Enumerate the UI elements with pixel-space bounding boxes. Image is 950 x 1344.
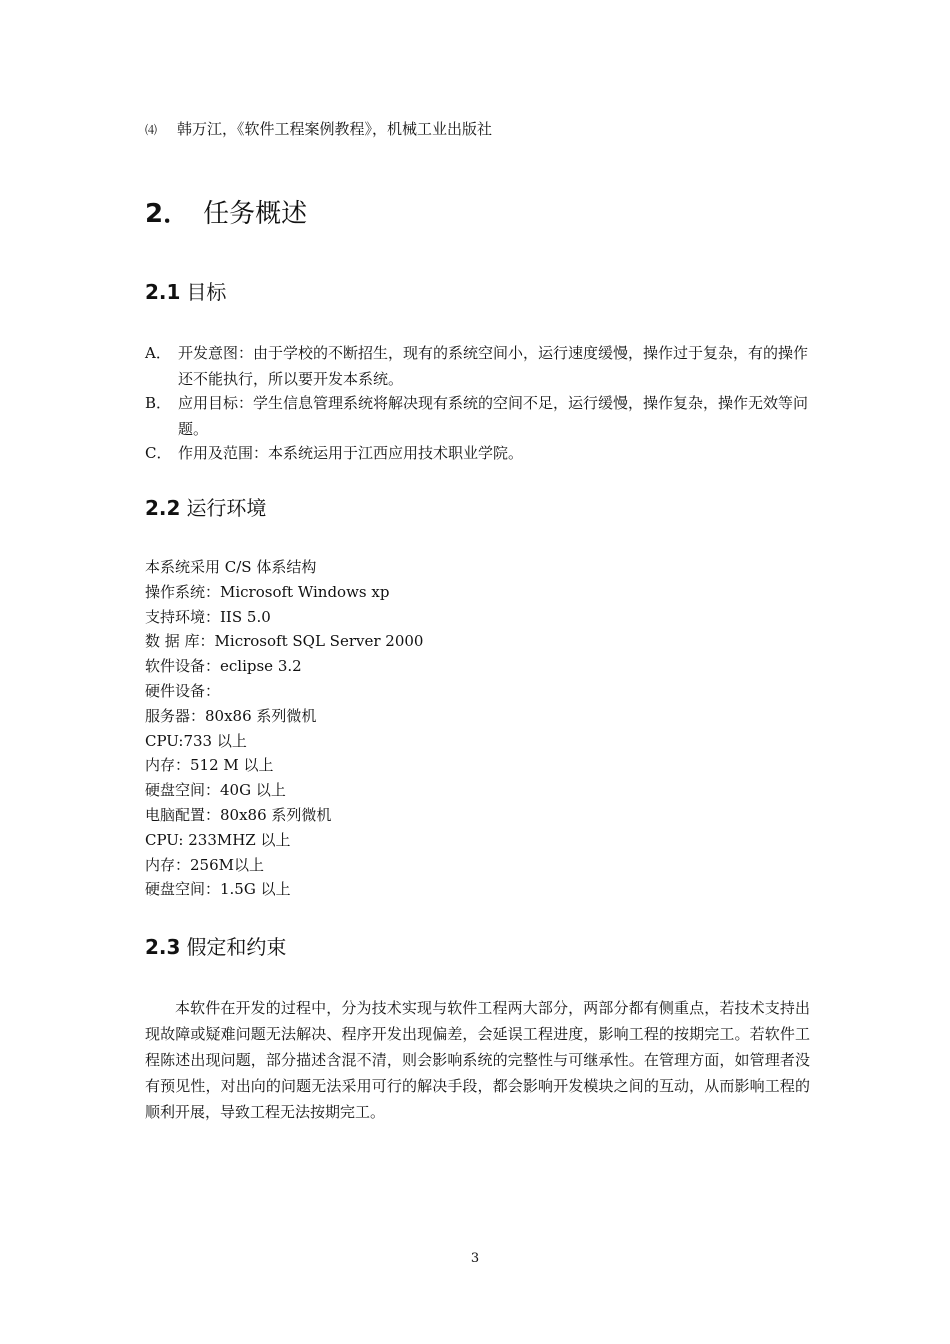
constraints-paragraph: 本软件在开发的过程中，分为技术实现与软件工程两大部分，两部分都有侧重点，若技术支持出现故障或疑难问题无法解决、程序开发出现偏差，会延误工程进度，影响工程的按期完工。若软件工程陈述出现问题，部分描述含混不清，则会影响系统的完整性与可继承性。在管理方面，如管理者没有预见性，对出向的问题无法采用可行的解决手段，都会影响开发模块之间的互动，从而影响工程的顺利开展，导致工程无法按期完工。 (145, 999, 810, 1121)
section-2-1-title: 目标 (186, 280, 227, 304)
environment-line: CPU: 233MHZ 以上 (145, 830, 291, 849)
environment-line: 硬盘空间：40G 以上 (145, 781, 286, 800)
environment-line: 支持环境：IIS 5.0 (145, 607, 271, 626)
section-2-2-number: 2.2 (145, 496, 181, 520)
section-2-3-title: 假定和约束 (186, 935, 287, 959)
environment-line: 硬件设备： (145, 681, 221, 700)
goal-item (145, 440, 810, 466)
environment-line: 软件设备：eclipse 3.2 (145, 657, 302, 676)
section-2-3-heading (145, 931, 286, 960)
section-2-1-number: 2.1 (145, 280, 181, 304)
section-2-title: 任务概述 (203, 199, 308, 229)
goal-item (145, 390, 810, 442)
goal-item-letter: A． (145, 344, 171, 362)
goal-item-text: 作用及范围：本系统运用于江西应用技术职业学院。 (178, 444, 524, 462)
section-2-1-heading (145, 276, 226, 305)
reference-item (145, 118, 492, 139)
section-2-3-number: 2.3 (145, 935, 181, 959)
goal-item-text: 应用目标：学生信息管理系统将解决现有系统的空间不足，运行缓慢，操作复杂，操作无效等问题。 (178, 394, 809, 438)
goal-item-text: 开发意图：由于学校的不断招生，现有的系统空间小，运行速度缓慢，操作过于复杂，有的操作还不能执行，所以要开发本系统。 (178, 344, 809, 388)
section-2-2-heading (145, 492, 266, 521)
page-number: 3 (470, 1251, 480, 1266)
environment-line: 本系统采用 C/S 体系结构 (145, 558, 317, 576)
reference-number: ⑷ (145, 123, 158, 137)
section-2-heading (145, 193, 307, 230)
environment-line: 硬盘空间：1.5G 以上 (145, 880, 291, 899)
environment-line: 操作系统：Microsoft Windows xp (145, 582, 390, 601)
environment-line: 内存：512 M 以上 (145, 756, 274, 775)
section-2-number: 2． (145, 199, 190, 229)
environment-line: 电脑配置：80x86 系列微机 (145, 805, 332, 824)
goal-item-letter: B． (145, 394, 172, 412)
section-2-2-title: 运行环境 (186, 496, 267, 520)
environment-line: 服务器：80x86 系列微机 (145, 706, 317, 725)
environment-line: CPU:733 以上 (145, 731, 247, 750)
reference-text: 韩万江，《软件工程案例教程》，机械工业出版社 (177, 120, 493, 138)
environment-list (145, 555, 423, 902)
goal-item (145, 340, 810, 392)
environment-line: 内存：256M以上 (145, 855, 264, 874)
goal-item-letter: C． (145, 444, 172, 462)
environment-line: 数 据 库：Microsoft SQL Server 2000 (145, 632, 424, 651)
